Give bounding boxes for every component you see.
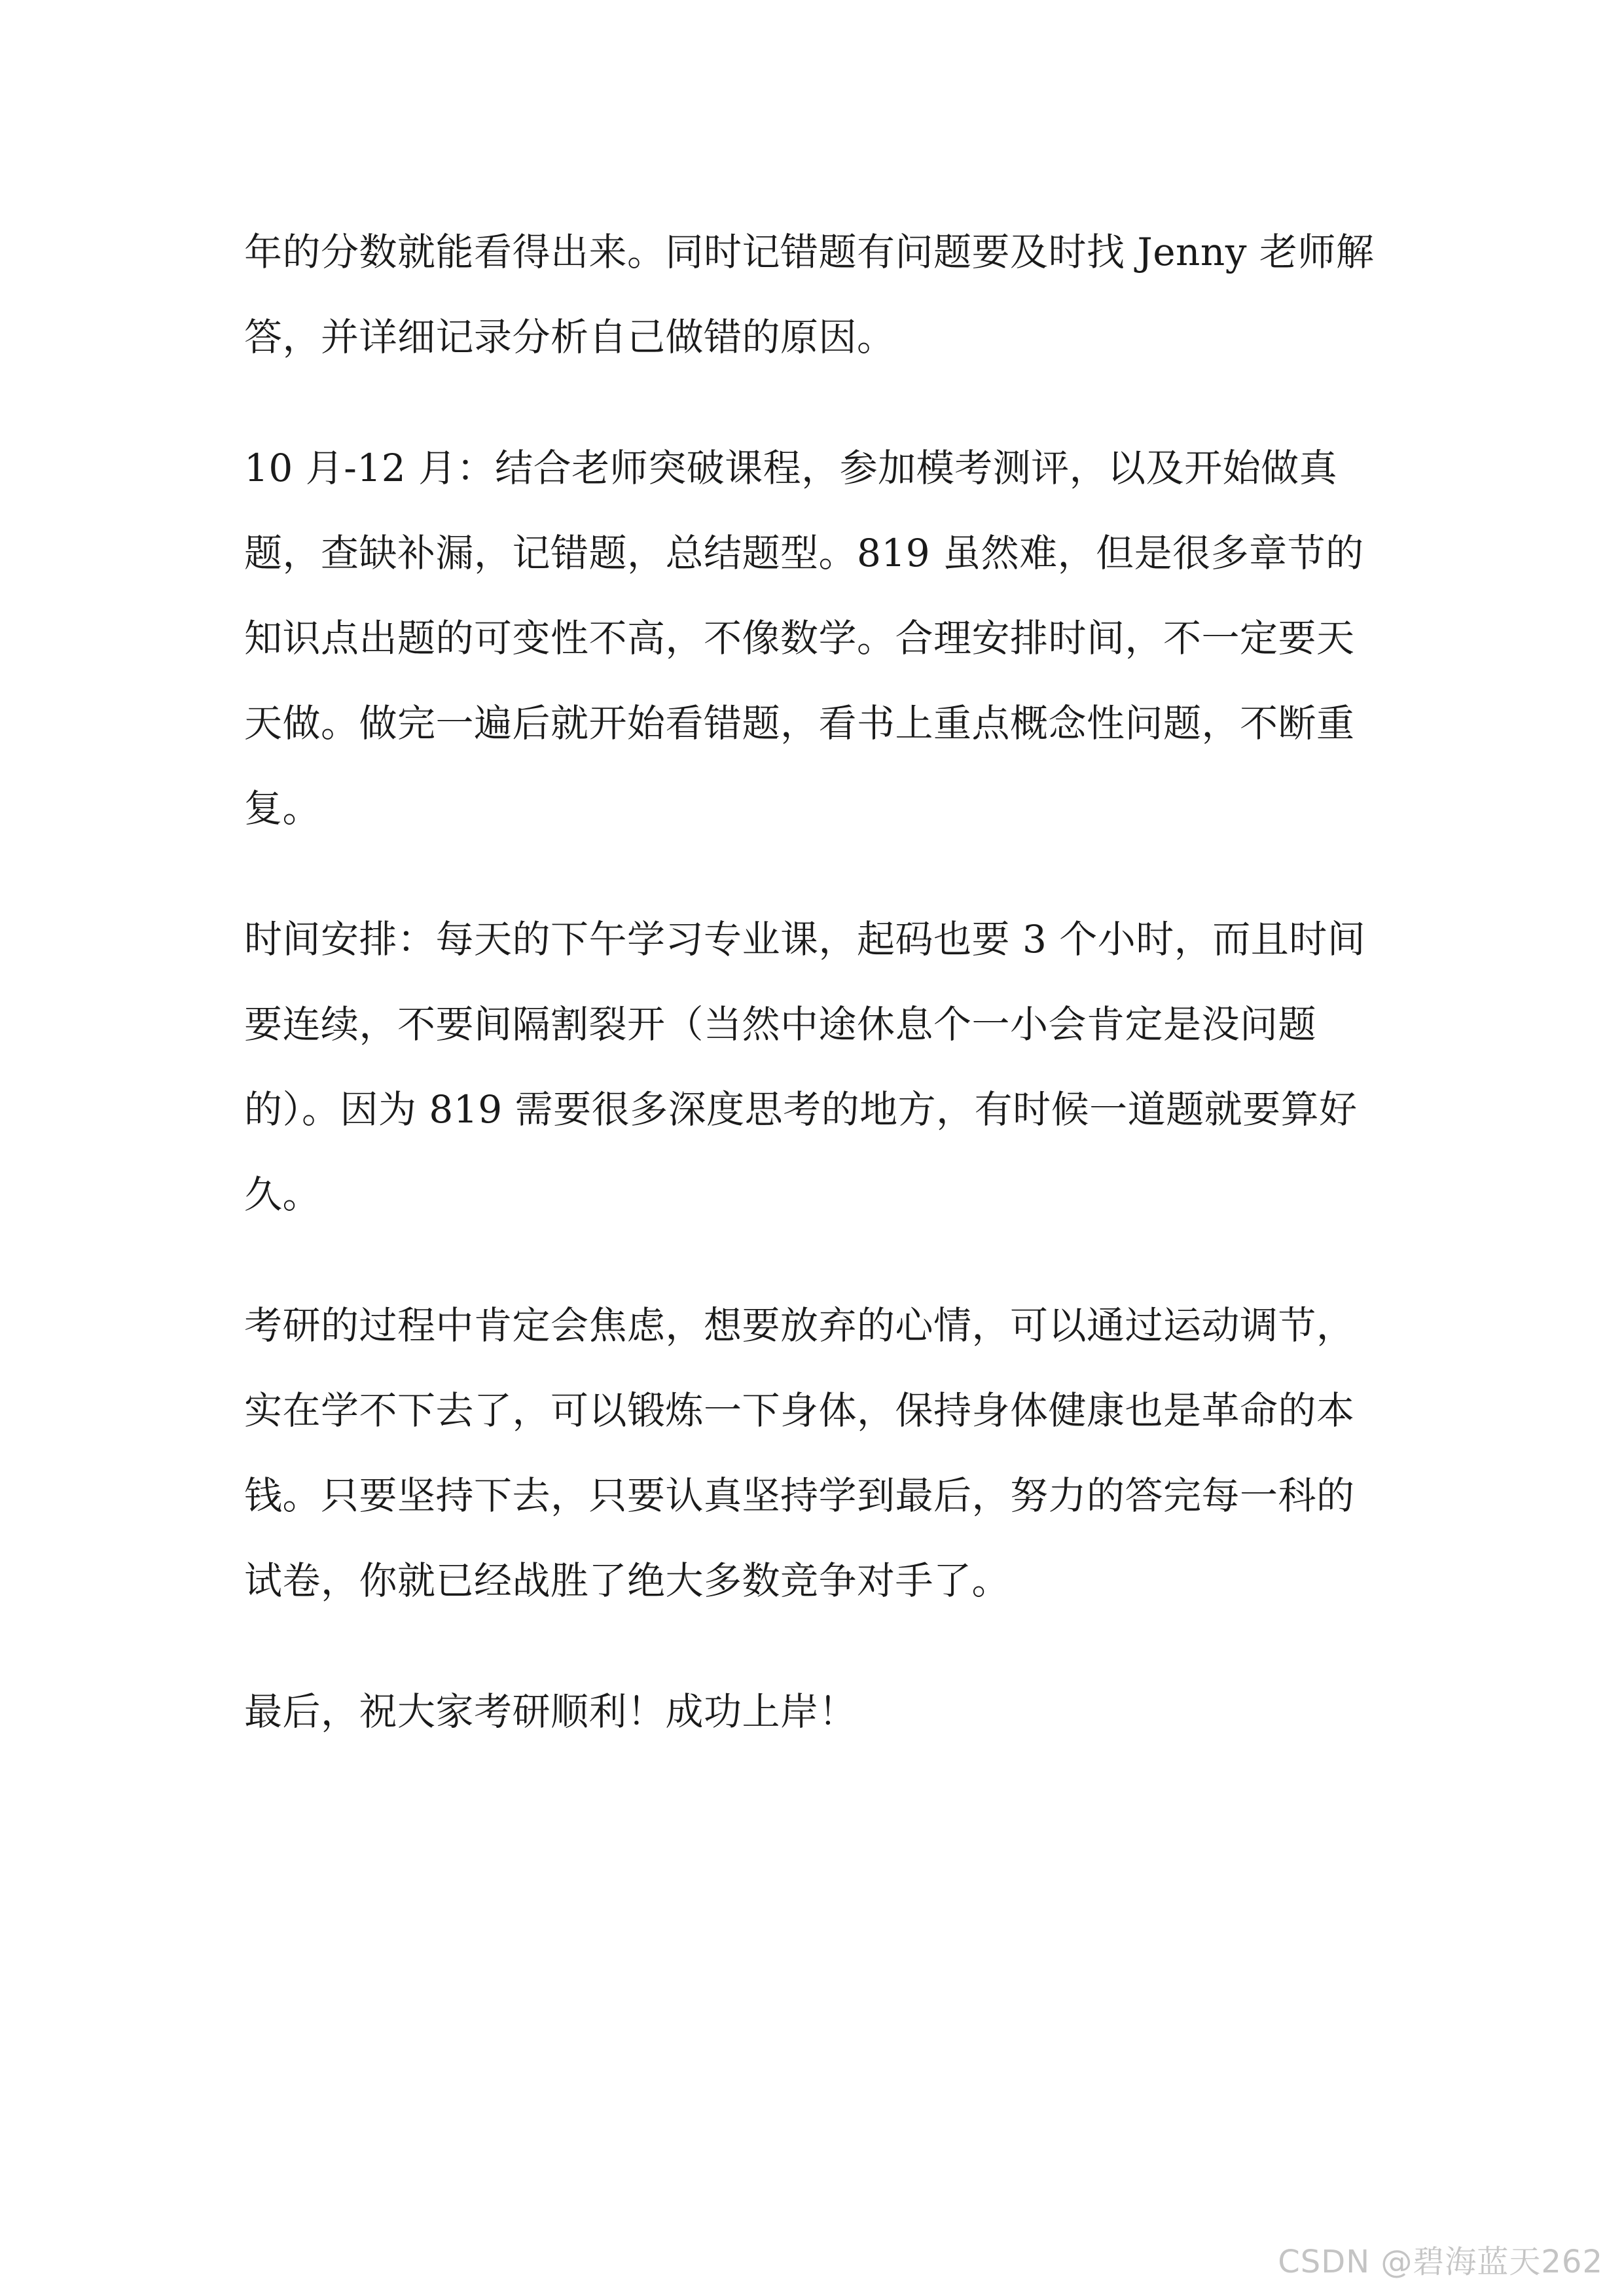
document-body — [244, 209, 1383, 1754]
csdn-watermark: CSDN @碧海蓝天262 — [1278, 2244, 1603, 2280]
paragraph-study-notes: 年的分数就能看得出来。同时记错题有问题要及时找 Jenny 老师解答，并详细记录分析自己做错的原因。 — [244, 230, 1375, 359]
paragraph-closing-wishes: 最后，祝大家考研顺利！成功上岸！ — [244, 1689, 857, 1734]
paragraph-mindset: 考研的过程中肯定会焦虑，想要放弃的心情，可以通过运动调节，实在学不下去了，可以锻炼一下身体，保持身体健康也是革命的本钱。只要坚持下去，只要认真坚持学到最后，努力的答完每一科的试卷，你就已经战胜了绝大多数竞争对手了。 — [244, 1303, 1355, 1603]
paragraph-oct-dec-plan: 10 月-12 月：结合老师突破课程，参加模考测评，以及开始做真题，查缺补漏，记错题，总结题型。819 虽然难，但是很多章节的知识点出题的可变性不高，不像数学。合理安排时间，不一定要天天做。做完一遍后就开始看错题，看书上重点概念性问题，不断重复。 — [244, 446, 1364, 831]
paragraph-time-schedule: 时间安排：每天的下午学习专业课，起码也要 3 个小时，而且时间要连续，不要间隔割裂开（当然中途休息个一小会肯定是没问题的）。因为 819 需要很多深度思考的地方，有时候一道题就要算好久。 — [244, 917, 1366, 1217]
